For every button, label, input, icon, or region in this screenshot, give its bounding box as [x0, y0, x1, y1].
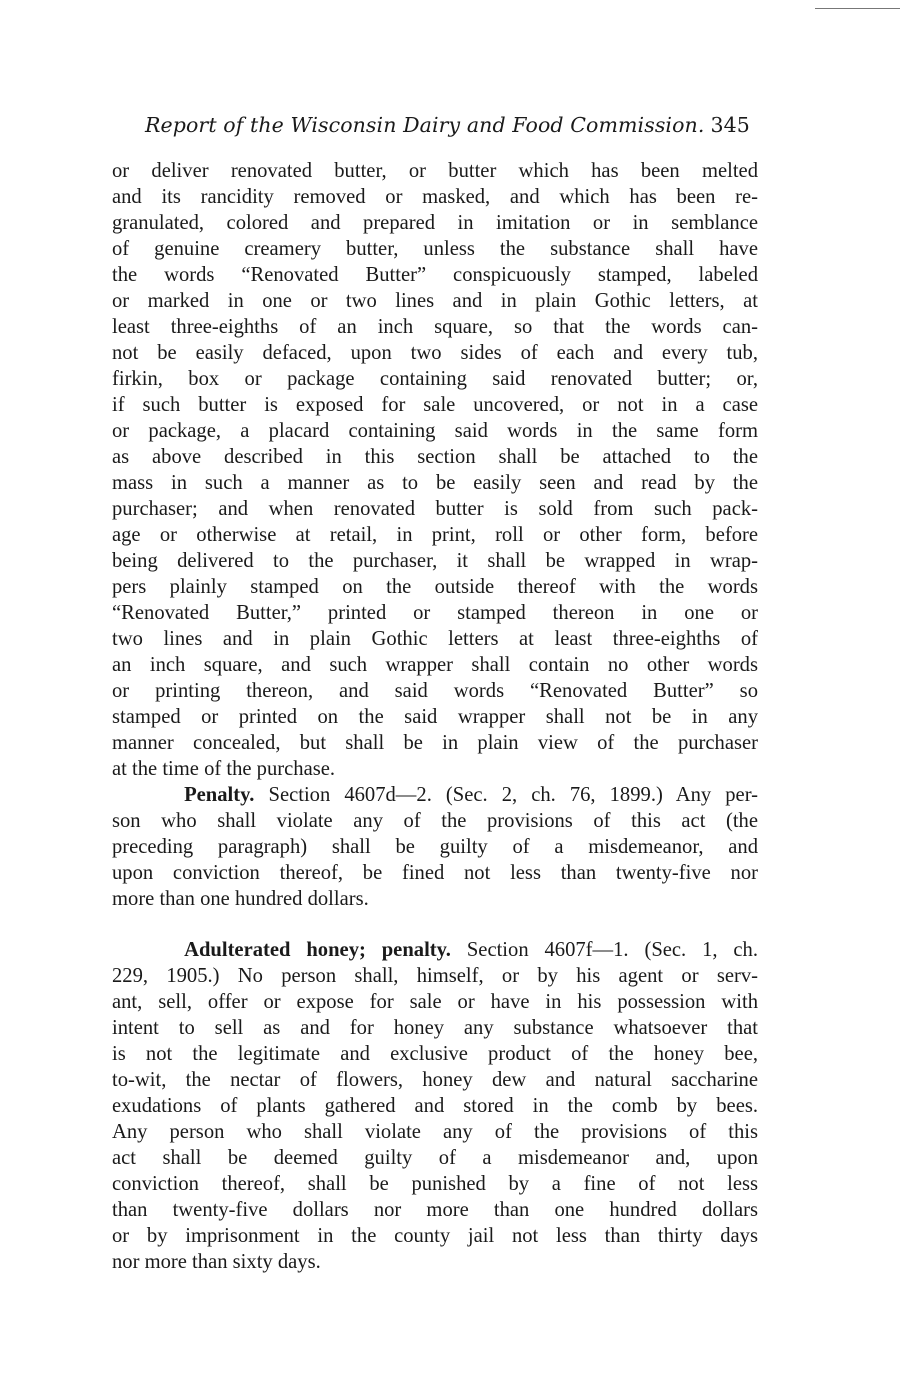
penalty-heading: Penalty. [184, 784, 255, 806]
text-line: 229, 1905.) No person shall, himself, or by his agent or serv- [112, 965, 758, 987]
text-line: more than one hundred dollars. [112, 888, 369, 910]
text-line: than twenty-five dollars nor more than one hundred dollars [112, 1199, 758, 1221]
text-line: conviction thereof, shall be punished by a fine of not less [112, 1173, 758, 1195]
text-line: or printing thereon, and said words “Renovated Butter” so [112, 680, 758, 702]
penalty-paragraph [112, 782, 758, 912]
text-line: is not the legitimate and exclusive product of the honey bee, [112, 1043, 758, 1065]
honey-citation: Section 4607f—1. (Sec. 1, ch. [466, 939, 758, 961]
text-line: act shall be deemed guilty of a misdemeanor and, upon [112, 1147, 758, 1169]
text-line: granulated, colored and prepared in imitation or in semblance [112, 212, 758, 234]
text-line: exudations of plants gathered and stored in the comb by bees. [112, 1095, 758, 1117]
text-line: an inch square, and such wrapper shall contain no other words [112, 654, 758, 676]
text-line: of genuine creamery butter, unless the substance shall have [112, 238, 758, 260]
text-line: pers plainly stamped on the outside thereof with the words [112, 576, 758, 598]
running-header [145, 113, 775, 137]
text-line: Any person who shall violate any of the provisions of this [112, 1121, 758, 1143]
renovated-butter-paragraph [112, 158, 758, 782]
text-line: upon conviction thereof, be fined not less than twenty-five nor [112, 862, 758, 884]
top-edge-rule [815, 8, 900, 9]
text-line: “Renovated Butter,” printed or stamped thereon in one or [112, 602, 758, 624]
penalty-citation: Section 4607d—2. (Sec. 2, ch. 76, 1899.) Any per- [268, 784, 758, 806]
penalty-first-line [112, 782, 758, 808]
text-line: son who shall violate any of the provisions of this act (the [112, 810, 758, 832]
text-line: intent to sell as and for honey any substance whatsoever that [112, 1017, 758, 1039]
text-line: and its rancidity removed or masked, and which has been re- [112, 186, 758, 208]
text-line: not be easily defaced, upon two sides of each and every tub, [112, 342, 758, 364]
text-line: nor more than sixty days. [112, 1251, 321, 1273]
text-line: firkin, box or package containing said renovated butter; or, [112, 368, 758, 390]
text-line: ant, sell, offer or expose for sale or have in his possession with [112, 991, 758, 1013]
text-line: at the time of the purchase. [112, 758, 336, 780]
text-line: being delivered to the purchaser, it shall be wrapped in wrap- [112, 550, 758, 572]
honey-heading: Adulterated honey; penalty. [184, 939, 451, 961]
text-line: or marked in one or two lines and in plain Gothic letters, at [112, 290, 758, 312]
text-line: the words “Renovated Butter” conspicuously stamped, labeled [112, 264, 758, 286]
text-line: age or otherwise at retail, in print, roll or other form, before [112, 524, 758, 546]
text-line: or by imprisonment in the county jail not less than thirty days [112, 1225, 758, 1247]
text-line: as above described in this section shall be attached to the [112, 446, 758, 468]
text-line: two lines and in plain Gothic letters at least three-eighths of [112, 628, 758, 650]
text-line: or deliver renovated butter, or butter which has been melted [112, 160, 758, 182]
text-line: preceding paragraph) shall be guilty of a misdemeanor, and [112, 836, 758, 858]
text-line: or package, a placard containing said words in the same form [112, 420, 758, 442]
text-line: purchaser; and when renovated butter is sold from such pack- [112, 498, 758, 520]
text-line: if such butter is exposed for sale uncovered, or not in a case [112, 394, 758, 416]
text-line: mass in such a manner as to be easily seen and read by the [112, 472, 758, 494]
report-title: Report of the Wisconsin Dairy and Food Commission. [145, 113, 705, 137]
text-line: least three-eighths of an inch square, so that the words can- [112, 316, 758, 338]
text-line: stamped or printed on the said wrapper shall not be in any [112, 706, 758, 728]
text-line: manner concealed, but shall be in plain view of the purchaser [112, 732, 758, 754]
page-number: 345 [710, 113, 750, 137]
honey-first-line [112, 937, 758, 963]
adulterated-honey-paragraph [112, 937, 758, 1275]
text-line: to-wit, the nectar of flowers, honey dew and natural saccharine [112, 1069, 758, 1091]
